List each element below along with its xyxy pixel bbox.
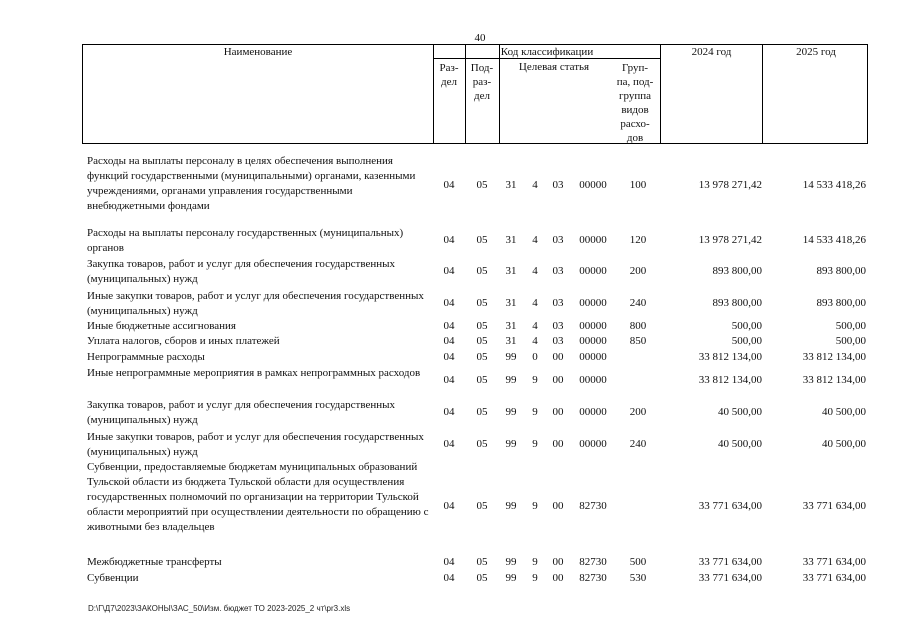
row-amount-2025: 500,00 [835, 335, 866, 347]
row-code-r: 04 [443, 297, 455, 309]
header-subsection: Под- раз- дел [470, 62, 494, 102]
row-code-pr: 05 [476, 335, 488, 347]
row-code-r: 04 [443, 500, 455, 512]
row-code-pr: 05 [476, 351, 488, 363]
row-amount-2025: 14 533 418,26 [802, 234, 866, 246]
row-name: Иные закупки товаров, работ и услуг для обеспечения государственных (муниципальных) нужд [87, 290, 424, 317]
row-amount-2024: 893 800,00 [712, 265, 762, 277]
row-amount-2025: 893 800,00 [816, 297, 866, 309]
row-code-c4: 00000 [579, 351, 607, 363]
row-name: Расходы на выплаты персоналу государственных (муниципальных) органов [87, 227, 404, 254]
table-row [82, 460, 868, 554]
row-code-r: 04 [443, 374, 455, 386]
row-amount-2025: 14 533 418,26 [802, 179, 866, 191]
row-amount-2025: 33 771 634,00 [802, 500, 866, 512]
row-code-c1: 31 [505, 234, 517, 246]
row-code-c3: 00 [552, 438, 564, 450]
row-name: Расходы на выплаты персоналу в целях обеспечения выполнения функций государственными (муниципальными) органами, казенными учреждениями, органами управления государственными внебюджетными фондами [87, 155, 416, 212]
table-row [82, 366, 868, 396]
row-amount-2025: 33 812 134,00 [802, 374, 866, 386]
row-code-c1: 31 [505, 179, 517, 191]
row-amount-2025: 893 800,00 [816, 265, 866, 277]
row-code-c4: 00000 [579, 438, 607, 450]
row-code-c3: 00 [552, 351, 564, 363]
row-code-c2: 4 [532, 297, 538, 309]
row-code-r: 04 [443, 351, 455, 363]
row-amount-2024: 893 800,00 [712, 297, 762, 309]
row-code-c3: 03 [552, 320, 564, 332]
table-row [82, 154, 868, 218]
row-code-g: 240 [629, 297, 647, 309]
row-code-c1: 99 [505, 500, 517, 512]
row-code-g: 120 [629, 234, 647, 246]
row-code-pr: 05 [476, 374, 488, 386]
header-group: Груп- па, под- группа видов расхо- дов [616, 62, 654, 144]
row-amount-2024: 500,00 [731, 320, 762, 332]
row-amount-2025: 500,00 [835, 320, 866, 332]
row-code-pr: 05 [476, 179, 488, 191]
row-code-pr: 05 [476, 438, 488, 450]
header-year-2025: 2025 год [796, 46, 836, 58]
row-code-c4: 00000 [579, 406, 607, 418]
row-code-g: 850 [629, 335, 647, 347]
table-row [82, 430, 868, 460]
row-code-r: 04 [443, 438, 455, 450]
row-code-c3: 00 [552, 572, 564, 584]
row-code-c3: 03 [552, 335, 564, 347]
row-code-pr: 05 [476, 320, 488, 332]
table-row [82, 398, 868, 428]
header-section: Раз- дел [439, 62, 459, 88]
header-target: Целевая статья [518, 61, 590, 73]
row-name: Непрограммные расходы [87, 351, 205, 363]
row-code-c2: 4 [532, 179, 538, 191]
row-amount-2024: 40 500,00 [718, 438, 762, 450]
row-code-c4: 00000 [579, 320, 607, 332]
row-code-c1: 31 [505, 320, 517, 332]
row-code-r: 04 [443, 320, 455, 332]
row-code-c1: 99 [505, 556, 517, 568]
row-code-c2: 9 [532, 406, 538, 418]
row-code-c2: 4 [532, 265, 538, 277]
row-code-c3: 03 [552, 297, 564, 309]
row-amount-2025: 40 500,00 [822, 406, 866, 418]
row-name: Закупка товаров, работ и услуг для обеспечения государственных (муниципальных) нужд [87, 258, 396, 285]
row-amount-2025: 33 812 134,00 [802, 351, 866, 363]
table-row [82, 319, 868, 334]
table-row [82, 350, 868, 365]
row-code-c3: 03 [552, 179, 564, 191]
row-code-c2: 4 [532, 335, 538, 347]
row-code-c2: 4 [532, 234, 538, 246]
row-code-c4: 00000 [579, 335, 607, 347]
row-code-pr: 05 [476, 572, 488, 584]
row-code-c2: 4 [532, 320, 538, 332]
row-code-g: 800 [629, 320, 647, 332]
table-row [82, 334, 868, 349]
row-code-r: 04 [443, 265, 455, 277]
row-code-pr: 05 [476, 556, 488, 568]
row-code-c1: 99 [505, 374, 517, 386]
row-amount-2024: 13 978 271,42 [698, 234, 762, 246]
row-code-c1: 99 [505, 351, 517, 363]
header-year-2024: 2024 год [691, 46, 732, 58]
row-code-pr: 05 [476, 265, 488, 277]
row-code-c2: 9 [532, 500, 538, 512]
page-number: 40 [474, 32, 486, 44]
row-name: Субвенции [87, 572, 139, 584]
row-name: Иные бюджетные ассигнования [87, 320, 236, 332]
row-name: Иные непрограммные мероприятия в рамках непрограммных расходов [87, 367, 421, 379]
row-code-g: 100 [629, 179, 647, 191]
file-path-footer: D:\Г\Д7\2023\ЗАКОНЫ\ЗАС_50\Изм. бюджет ТО 2023-2025_2 чт\pr3.xls [88, 604, 351, 613]
row-code-pr: 05 [476, 500, 488, 512]
row-name: Закупка товаров, работ и услуг для обеспечения государственных (муниципальных) нужд [87, 399, 396, 426]
row-code-c4: 82730 [579, 500, 607, 512]
row-code-c2: 9 [532, 572, 538, 584]
row-name: Иные закупки товаров, работ и услуг для обеспечения государственных (муниципальных) нужд [87, 431, 424, 458]
row-code-c4: 00000 [579, 234, 607, 246]
row-amount-2024: 33 771 634,00 [698, 556, 762, 568]
row-amount-2024: 40 500,00 [718, 406, 762, 418]
table-row [82, 257, 868, 287]
row-code-c1: 99 [505, 406, 517, 418]
table-row [82, 289, 868, 319]
row-code-c4: 00000 [579, 179, 607, 191]
row-name: Субвенции, предоставляемые бюджетам муниципальных образований Тульской области из бюджета Тульской области для осуществления государственных полномочий по организации на территории Тульской области мероприятий при осуществлении деятельности по обращению с животными без владельцев [87, 461, 429, 533]
row-code-c1: 99 [505, 572, 517, 584]
row-code-g: 240 [629, 438, 647, 450]
row-code-c1: 31 [505, 297, 517, 309]
row-code-c1: 31 [505, 265, 517, 277]
row-amount-2024: 33 771 634,00 [698, 572, 762, 584]
row-code-c4: 82730 [579, 572, 607, 584]
row-code-g: 200 [629, 265, 647, 277]
row-amount-2024: 13 978 271,42 [698, 179, 762, 191]
row-name: Межбюджетные трансферты [87, 556, 222, 568]
row-code-pr: 05 [476, 234, 488, 246]
row-code-c4: 00000 [579, 265, 607, 277]
row-code-c3: 03 [552, 234, 564, 246]
row-code-g: 200 [629, 406, 647, 418]
row-code-c2: 9 [532, 374, 538, 386]
table-row [82, 571, 868, 586]
row-code-c3: 00 [552, 556, 564, 568]
header-code: Код классификации [500, 46, 594, 58]
row-code-g: 500 [629, 556, 647, 568]
row-code-c2: 0 [532, 351, 538, 363]
row-code-g: 530 [629, 572, 647, 584]
row-code-c4: 00000 [579, 297, 607, 309]
row-amount-2024: 33 812 134,00 [698, 351, 762, 363]
row-code-pr: 05 [476, 406, 488, 418]
row-code-pr: 05 [476, 297, 488, 309]
row-amount-2024: 33 771 634,00 [698, 500, 762, 512]
table-row [82, 555, 868, 570]
row-name: Уплата налогов, сборов и иных платежей [87, 335, 280, 347]
row-code-c3: 00 [552, 374, 564, 386]
table-row [82, 226, 868, 256]
row-code-c3: 00 [552, 406, 564, 418]
row-code-c3: 00 [552, 500, 564, 512]
row-code-r: 04 [443, 335, 455, 347]
row-code-c1: 31 [505, 335, 517, 347]
row-code-c2: 9 [532, 556, 538, 568]
row-code-c3: 03 [552, 265, 564, 277]
row-code-r: 04 [443, 234, 455, 246]
row-amount-2024: 33 812 134,00 [698, 374, 762, 386]
row-code-c1: 99 [505, 438, 517, 450]
header-name: Наименование [223, 46, 293, 58]
row-code-c4: 82730 [579, 556, 607, 568]
row-code-c4: 00000 [579, 374, 607, 386]
row-code-c2: 9 [532, 438, 538, 450]
row-amount-2024: 500,00 [731, 335, 762, 347]
row-amount-2025: 40 500,00 [822, 438, 866, 450]
row-code-r: 04 [443, 179, 455, 191]
row-amount-2025: 33 771 634,00 [802, 572, 866, 584]
row-code-r: 04 [443, 572, 455, 584]
row-code-r: 04 [443, 556, 455, 568]
table-header [82, 44, 868, 144]
row-amount-2025: 33 771 634,00 [802, 556, 866, 568]
row-code-r: 04 [443, 406, 455, 418]
